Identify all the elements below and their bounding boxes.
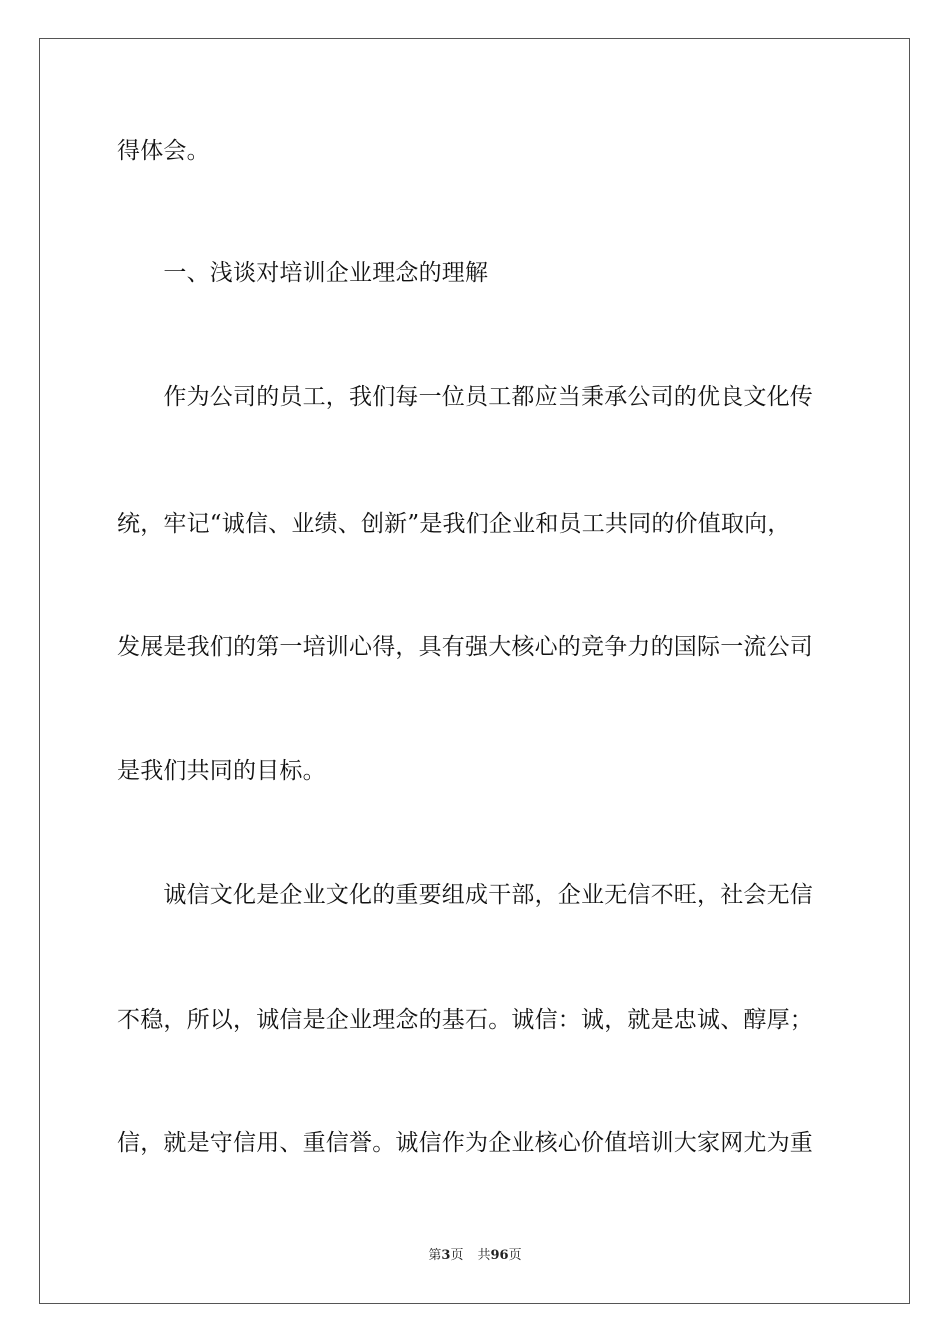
page-footer	[0, 1247, 950, 1265]
body-line-6: 是我们共同的目标。	[117, 758, 326, 784]
footer-total-pages: 96	[490, 1248, 509, 1263]
section-heading: 一、浅谈对培训企业理念的理解	[117, 260, 489, 286]
footer-page-number: 3	[441, 1248, 451, 1263]
body-line-4: 统，牢记“诚信、业绩、创新”是我们企业和员工共同的价值取向，	[117, 511, 791, 537]
body-line-7: 诚信文化是企业文化的重要组成干部，企业无信不旺，社会无信	[117, 882, 813, 908]
footer-total-prefix: 共	[477, 1248, 491, 1263]
body-line-8: 不稳，所以，诚信是企业理念的基石。诚信：诚，就是忠诚、醇厚；	[117, 1007, 813, 1033]
page-border	[39, 38, 910, 1304]
footer-page-prefix: 第	[428, 1248, 442, 1263]
body-line-1: 得体会。	[117, 138, 210, 164]
body-line-3: 作为公司的员工，我们每一位员工都应当秉承公司的优良文化传	[117, 384, 813, 410]
body-line-5: 发展是我们的第一培训心得，具有强大核心的竞争力的国际一流公司	[117, 634, 813, 660]
footer-total-suffix: 页	[508, 1248, 522, 1263]
footer-page-suffix: 页	[450, 1248, 464, 1263]
body-line-9: 信，就是守信用、重信誉。诚信作为企业核心价值培训大家网尤为重	[117, 1130, 813, 1156]
